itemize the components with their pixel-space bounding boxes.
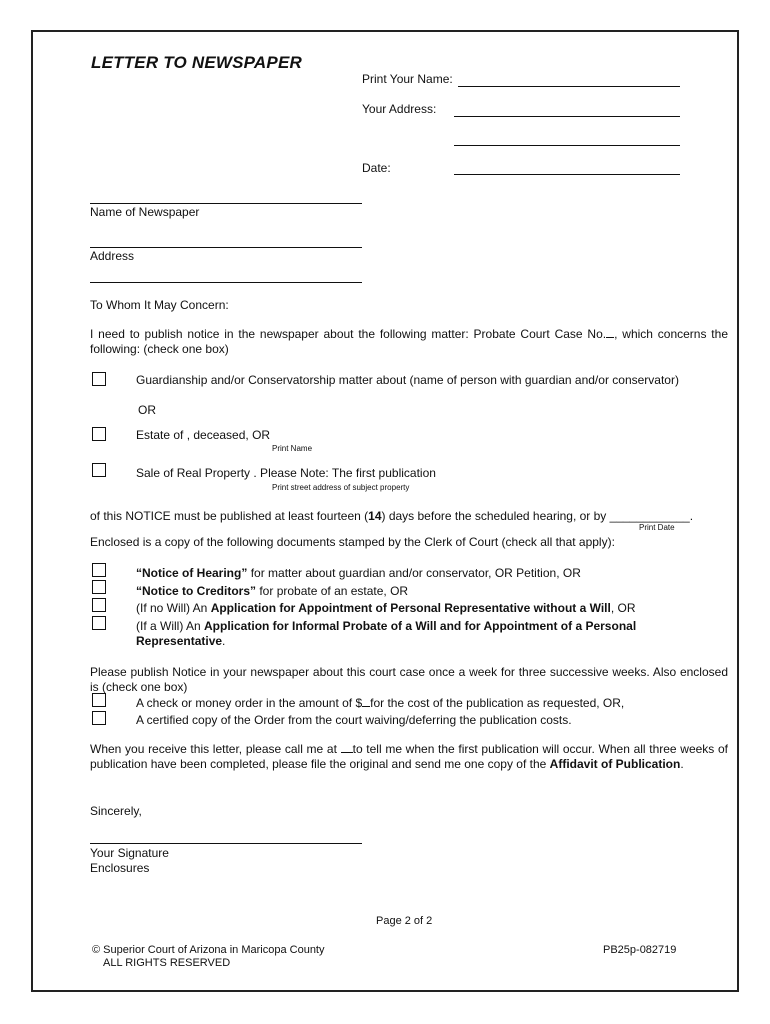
- date-field[interactable]: [454, 174, 680, 175]
- newspaper-address-field-2[interactable]: [90, 282, 362, 283]
- rights-reserved: ALL RIGHTS RESERVED: [103, 957, 231, 969]
- application-no-will-checkbox[interactable]: [92, 598, 106, 612]
- application-with-will-checkbox[interactable]: [92, 616, 106, 630]
- copyright-notice: © Superior Court of Arizona in Maricopa County: [92, 944, 325, 956]
- real-property-checkbox[interactable]: [92, 463, 106, 477]
- case-number-field[interactable]: [606, 327, 614, 338]
- doc-application-with-will: (If a Will) An Application for Informal Probate of a Will and for Appointment of a Personal Representative.: [136, 619, 637, 648]
- payment-check-text: A check or money order in the amount of $ for the cost of the publication as requested, OR,: [136, 696, 625, 710]
- doc-application-no-will: (If no Will) An Application for Appointment of Personal Representative without a Will, OR: [136, 601, 636, 615]
- notice-deadline-text: of this NOTICE must be published at least fourteen (14) days before the scheduled hearing, or by ____________.: [90, 509, 694, 523]
- option-estate-text: Estate of , deceased, OR: [136, 428, 271, 442]
- guardianship-checkbox[interactable]: [92, 372, 106, 386]
- enclosed-documents-intro: Enclosed is a copy of the following documents stamped by the Clerk of Court (check all that apply):: [90, 535, 615, 549]
- doc-notice-of-hearing: “Notice of Hearing” for matter about guardian and/or conservator, OR Petition, OR: [136, 566, 581, 580]
- print-name-hint: Print Name: [272, 444, 313, 453]
- or-separator: OR: [138, 403, 156, 417]
- address-line-1-field[interactable]: [454, 116, 680, 117]
- phone-number-field[interactable]: [341, 742, 353, 753]
- newspaper-address-field[interactable]: [90, 247, 362, 248]
- date-label: Date:: [362, 161, 391, 175]
- signature-label: Your Signature: [90, 846, 169, 860]
- option-real-property-text: Sale of Real Property . Please Note: The first publication: [136, 466, 436, 480]
- closing: Sincerely,: [90, 804, 142, 818]
- page-number: Page 2 of 2: [376, 915, 433, 927]
- option-guardianship-text: Guardianship and/or Conservatorship matter about (name of person with guardian and/or conservator): [136, 373, 679, 387]
- property-address-hint: Print street address of subject property: [272, 483, 410, 492]
- form-code: PB25p-082719: [603, 944, 677, 956]
- intro-paragraph: I need to publish notice in the newspaper about the following matter: Probate Court Case No. , which concerns the following: (check one box): [90, 327, 728, 356]
- newspaper-address-label: Address: [90, 249, 135, 263]
- fee-waiver-checkbox[interactable]: [92, 711, 106, 725]
- payment-check-checkbox[interactable]: [92, 693, 106, 707]
- print-name-label: Print Your Name:: [362, 72, 453, 86]
- print-date-hint: Print Date: [639, 523, 675, 532]
- call-instructions-paragraph: When you receive this letter, please call me at to tell me when the first publication will occur. When all three weeks of publication have been completed, please file the original and send me one copy of the Affidavit of Publication.: [90, 742, 729, 771]
- newspaper-name-label: Name of Newspaper: [90, 205, 200, 219]
- notice-to-creditors-checkbox[interactable]: [92, 580, 106, 594]
- page-title: LETTER TO NEWSPAPER: [91, 53, 302, 72]
- newspaper-name-field[interactable]: [90, 203, 362, 204]
- notice-of-hearing-checkbox[interactable]: [92, 563, 106, 577]
- print-name-field[interactable]: [458, 86, 680, 87]
- payment-amount-field[interactable]: [362, 696, 370, 707]
- doc-notice-to-creditors: “Notice to Creditors” for probate of an estate, OR: [136, 584, 409, 598]
- estate-checkbox[interactable]: [92, 427, 106, 441]
- salutation: To Whom It May Concern:: [90, 298, 229, 312]
- address-line-2-field[interactable]: [454, 145, 680, 146]
- publish-request-paragraph: Please publish Notice in your newspaper about this court case once a week for three successive weeks. Also enclosed is (check one box): [90, 665, 728, 694]
- enclosures-label: Enclosures: [90, 861, 150, 875]
- signature-field[interactable]: [90, 843, 362, 844]
- your-address-label: Your Address:: [362, 102, 437, 116]
- fee-waiver-text: A certified copy of the Order from the court waiving/deferring the publication costs.: [136, 713, 572, 727]
